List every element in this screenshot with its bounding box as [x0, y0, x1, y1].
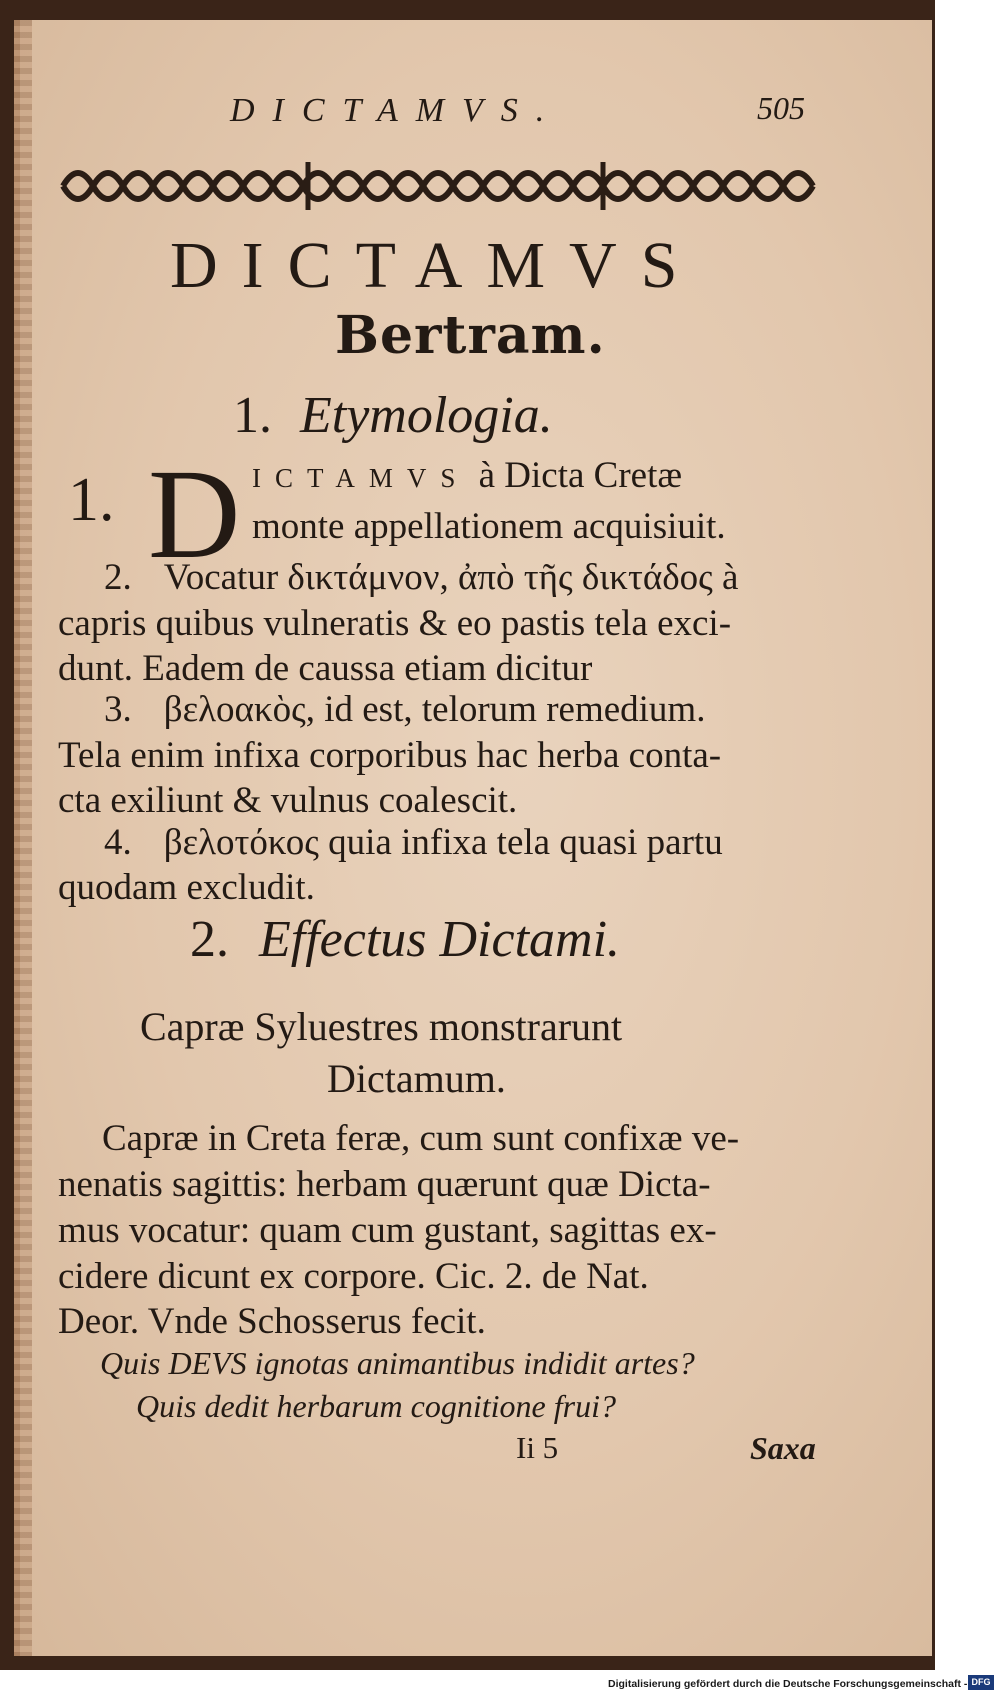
smallcaps-word: ICTAMVS: [252, 463, 470, 493]
para4-line2: quodam excludit.: [58, 867, 315, 908]
para3-line3: cta exiliunt & vulnus coalescit.: [58, 780, 518, 821]
para2-text: Vocatur δικτάμνον, ἀπὸ τῆς δικτάδος à: [163, 557, 739, 598]
drop-cap: D: [148, 443, 241, 585]
running-title: DICTAMVS.: [230, 92, 563, 129]
section-number: 2.: [190, 911, 229, 968]
verse-line2: Quis dedit herbarum cognitione frui?: [136, 1388, 616, 1424]
para3-text: βελοακὸς, id est, telorum remedium.: [163, 689, 706, 730]
para1-line2: monte appellationem acquisiuit.: [252, 506, 726, 547]
signature-mark: Ii 5: [516, 1430, 559, 1465]
para1-line1: [252, 454, 682, 497]
section-title: Effectus Dictami.: [259, 911, 621, 968]
para1-line1-rest: à Dicta Cretæ: [478, 455, 683, 496]
para5-line5: Deor. Vnde Schosserus fecit.: [58, 1301, 486, 1342]
para5-line1: Capræ in Creta feræ, cum sunt confixæ ve-: [102, 1118, 740, 1159]
main-title: DICTAMVS: [170, 229, 702, 302]
para4-text: βελοτόκος quia infixa tela quasi partu: [163, 822, 723, 863]
section-heading-1: [233, 386, 553, 445]
para2-line2: capris quibus vulneratis & eo pastis tela exci-: [58, 603, 732, 644]
subheading-line1: Capræ Syluestres monstrarunt: [140, 1004, 623, 1049]
section-title: Etymologia.: [300, 387, 553, 444]
para5-line2: nenatis sagittis: herbam quærunt quæ Dicta-: [58, 1164, 711, 1205]
section-heading-2: [190, 910, 620, 969]
book-page: [14, 20, 932, 1656]
para5-line3: mus vocatur: quam cum gustant, sagittas ex-: [58, 1210, 717, 1251]
subheading-line2: Dictamum.: [327, 1056, 506, 1101]
section-number: 1.: [233, 387, 272, 444]
para2-line1: [104, 556, 738, 599]
catchword: Saxa: [750, 1430, 816, 1466]
para5-line4: cidere dicunt ex corpore. Cic. 2. de Nat.: [58, 1256, 649, 1297]
ornament-band: [58, 158, 820, 214]
digitization-credit: Digitalisierung gefördert durch die Deutsche Forschungsgemeinschaft -: [608, 1678, 968, 1690]
subtitle: Bertram.: [335, 305, 606, 366]
page-number: 505: [757, 90, 805, 126]
para3-line2: Tela enim infixa corporibus hac herba conta-: [58, 735, 722, 776]
para-number: 4.: [104, 822, 132, 863]
para2-line3: dunt. Eadem de caussa etiam dicitur: [58, 648, 593, 689]
dfg-logo: DFG: [968, 1675, 994, 1690]
paragraph-number: 1.: [68, 466, 115, 534]
para-number: 2.: [104, 557, 132, 598]
para-number: 3.: [104, 689, 132, 730]
para4-line1: [104, 821, 723, 864]
para3-line1: [104, 688, 705, 731]
verse-line1: Quis DEVS ignotas animantibus indidit artes?: [100, 1345, 695, 1381]
